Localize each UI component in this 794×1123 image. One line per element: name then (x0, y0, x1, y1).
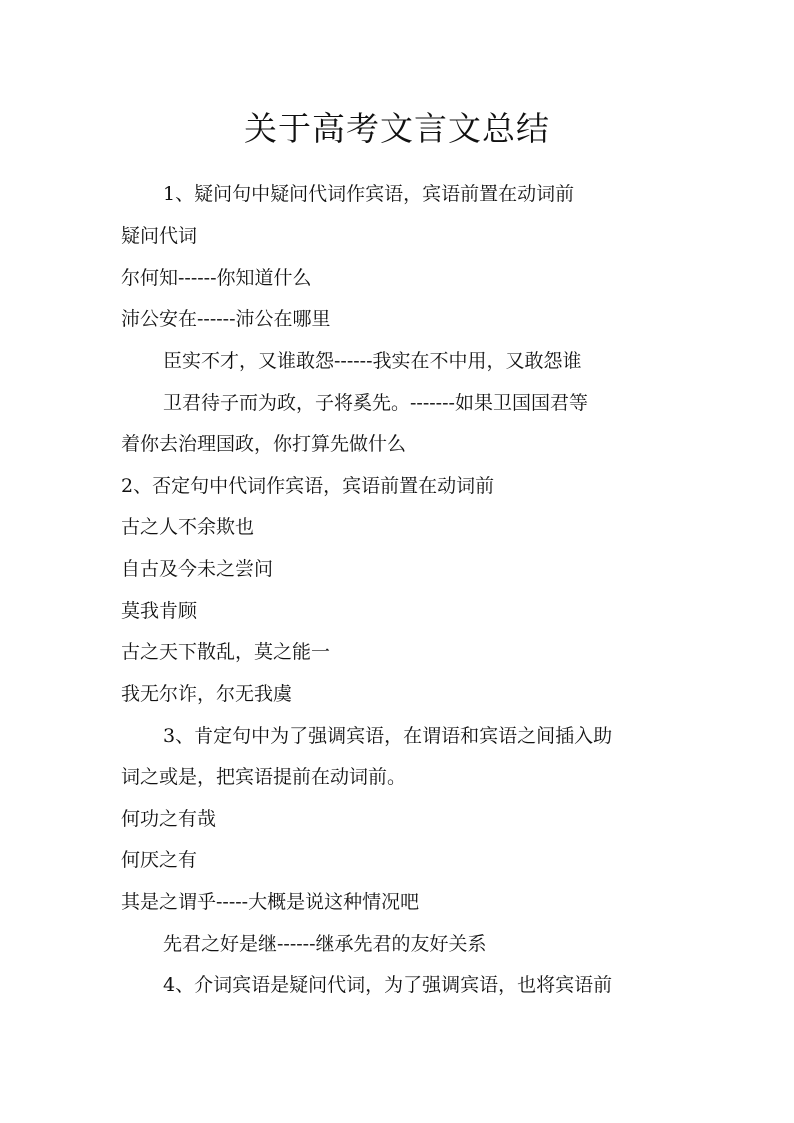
heading-line-3: 3、肯定句中为了强调宾语，在谓语和宾语之间插入助 (163, 725, 613, 747)
text-line: 莫我肯顾 (121, 600, 198, 622)
text-line: 卫君待子而为政，子将奚先。-------如果卫国国君等 (163, 392, 588, 414)
text-line: 词之或是，把宾语提前在动词前。 (121, 766, 407, 788)
text-line: 我无尔诈，尔无我虞 (121, 683, 293, 705)
text-line: 其是之谓乎-----大概是说这种情况吧 (121, 891, 420, 913)
heading-line-2: 2、否定句中代词作宾语，宾语前置在动词前 (121, 475, 495, 497)
heading-line-1: 1、疑问句中疑问代词作宾语，宾语前置在动词前 (163, 183, 575, 205)
text-line: 着你去治理国政，你打算先做什么 (121, 433, 407, 455)
text-line: 何功之有哉 (121, 808, 217, 830)
text-line: 古之天下散乱，莫之能一 (121, 641, 331, 663)
text-line: 何厌之有 (121, 849, 198, 871)
heading-line-4: 4、介词宾语是疑问代词，为了强调宾语，也将宾语前 (163, 974, 613, 996)
document-title: 关于高考文言文总结 (244, 109, 550, 148)
text-line: 沛公安在------沛公在哪里 (121, 308, 331, 330)
text-line: 疑问代词 (121, 225, 198, 247)
text-line: 古之人不余欺也 (121, 516, 255, 538)
text-line: 自古及今未之尝问 (121, 558, 274, 580)
text-line: 尔何知------你知道什么 (121, 267, 312, 289)
text-line: 先君之好是继------继承先君的友好关系 (163, 933, 487, 955)
text-line: 臣实不才，又谁敢怨------我实在不中用，又敢怨谁 (163, 350, 582, 372)
